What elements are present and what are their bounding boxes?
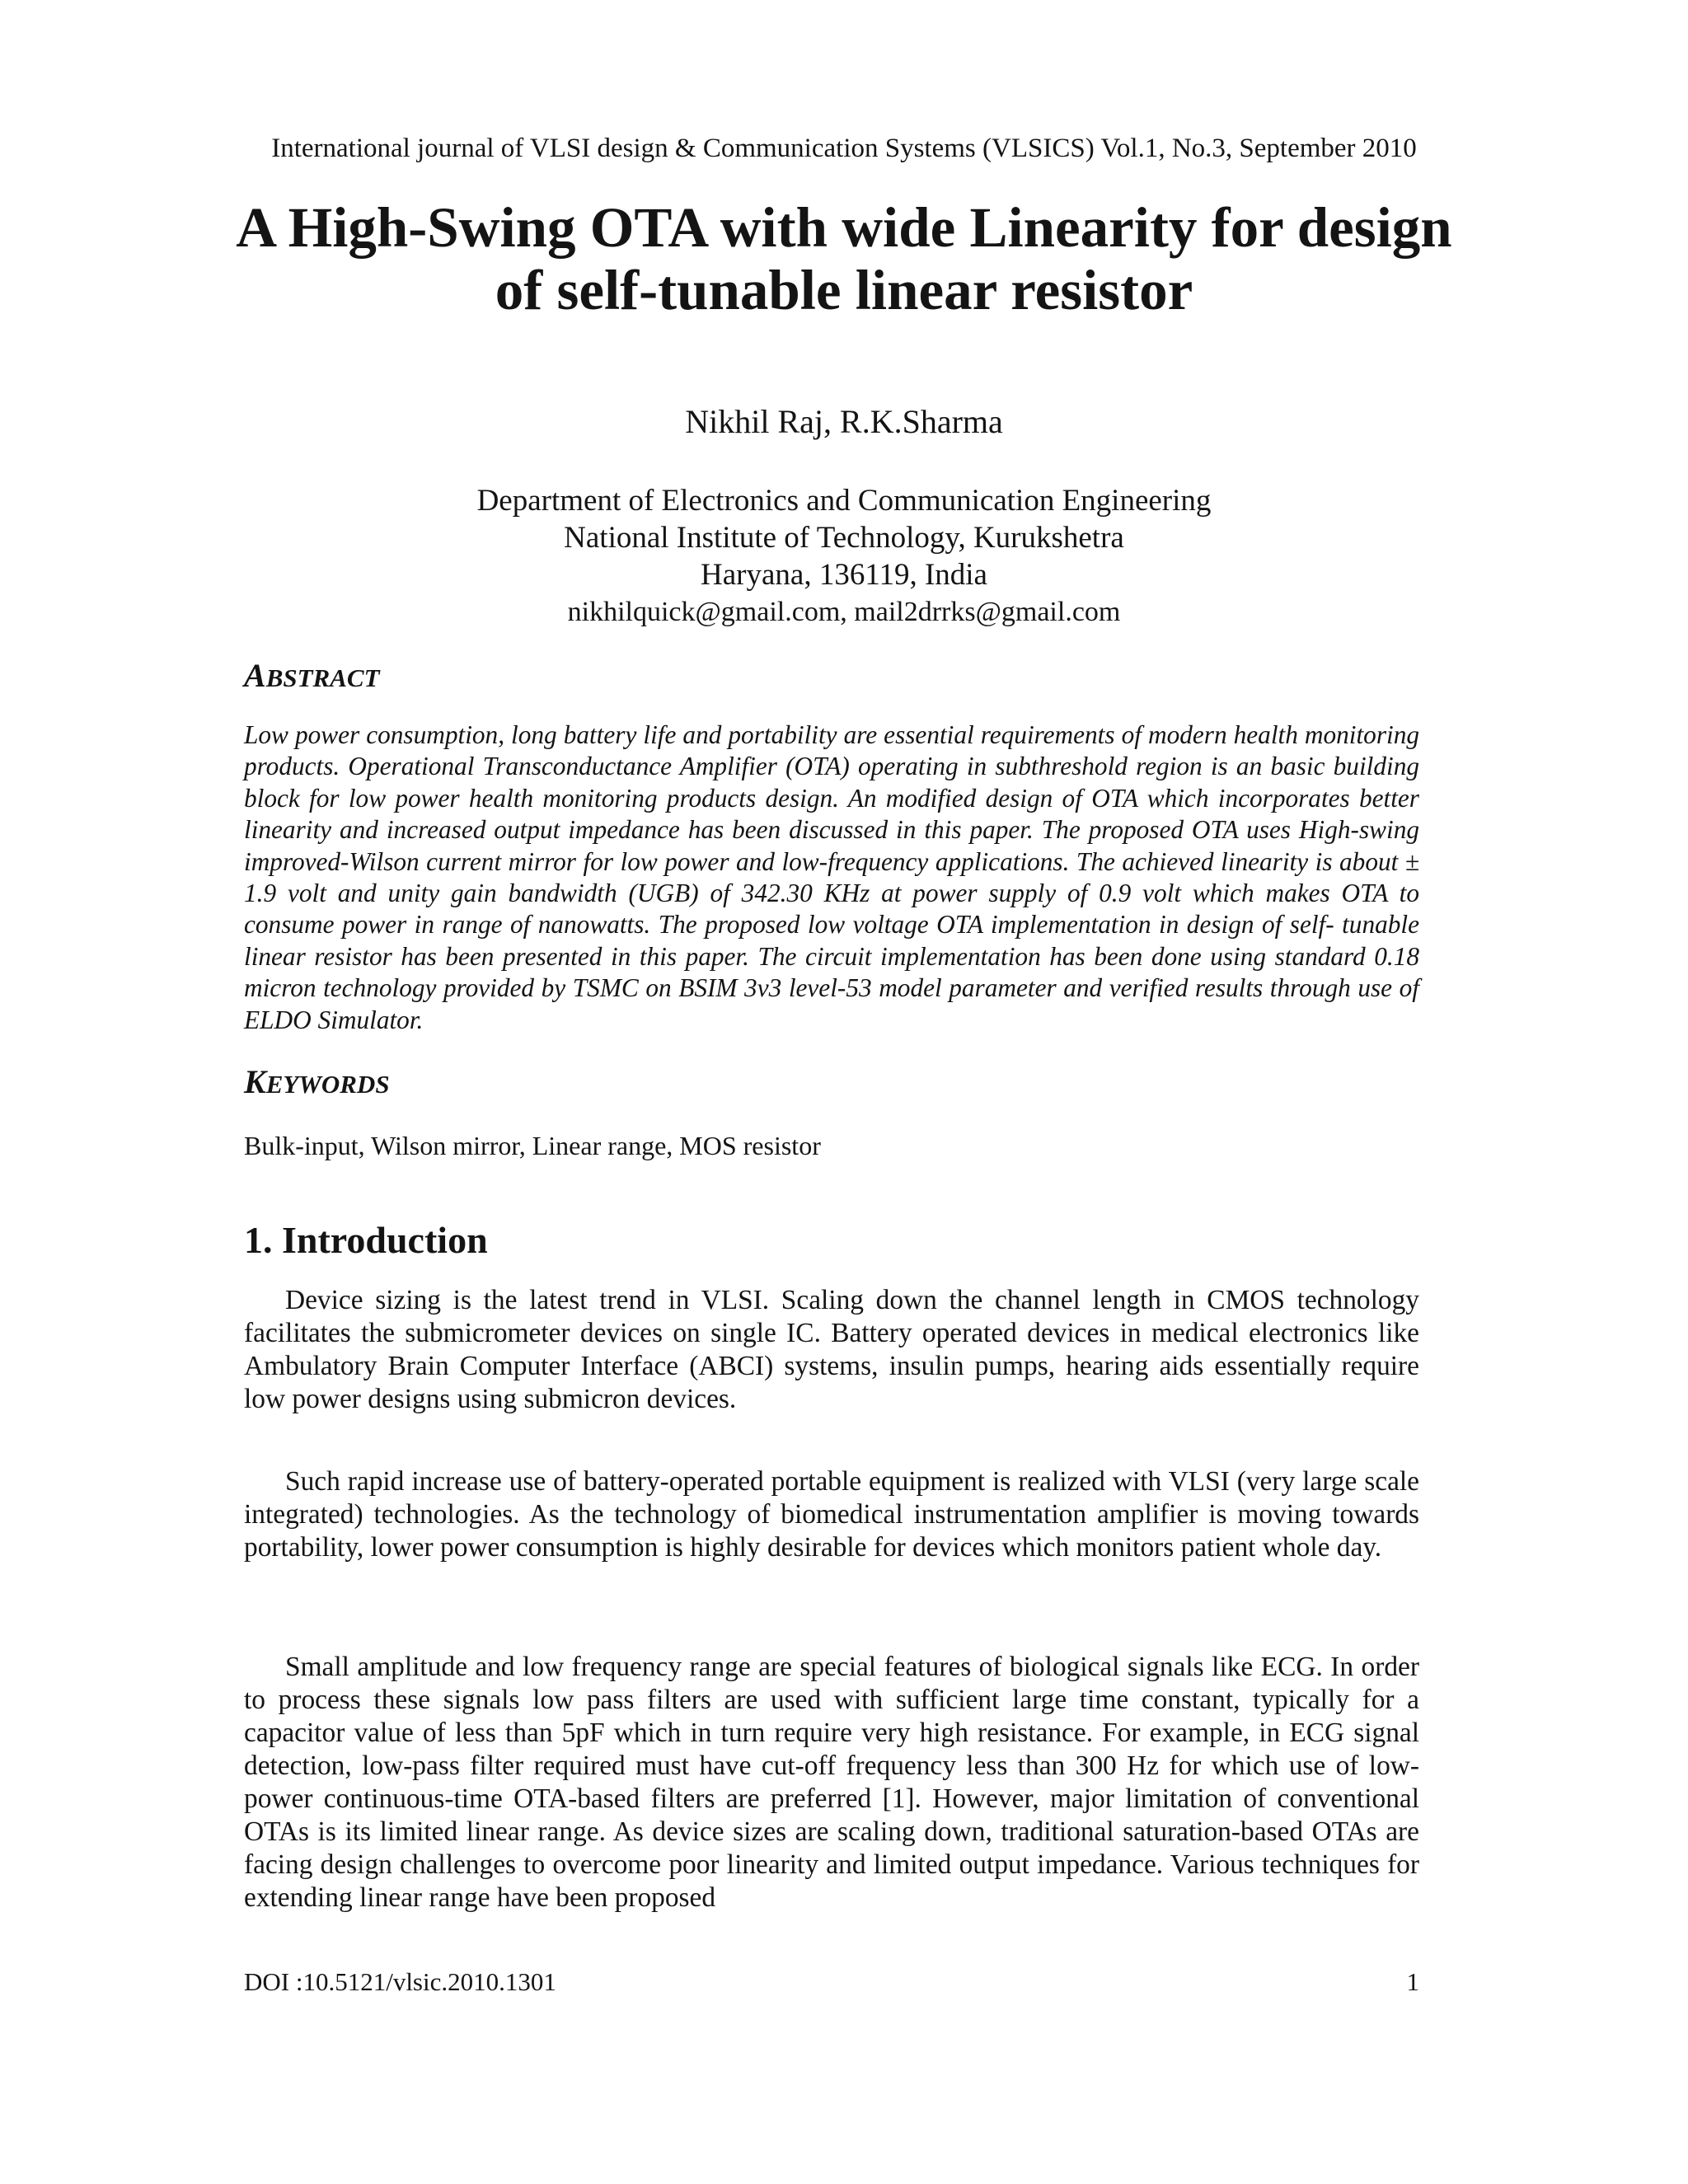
page-number: 1 [1406,1967,1419,1996]
abstract-heading [244,659,380,695]
intro-paragraph-1: Device sizing is the latest trend in VLSI. Scaling down the channel length in CMOS technology facilitates the submicrometer devices on single IC. Battery operated devices in medical electronics like Ambulatory Brain Computer Interface (ABCI) systems, insulin pumps, hearing aids essentially require low power designs using submicron devices. [244,1285,1419,1414]
abstract-text: Low power consumption, long battery life and portability are essential requirements of modern health monitoring products. Operational Transconductance Amplifier (OTA) operating in subthreshold region is an basic building block for low power health monitoring products design. An modified design of OTA which incorporates better linearity and increased output impedance has been discussed in this paper. The proposed OTA uses High-swing improved-Wilson current mirror for low power and low-frequency applications. The achieved linearity is about ± 1.9 volt and unity gain bandwidth (UGB) of 342.30 KHz at power supply of 0.9 volt which makes OTA to consume power in range of nanowatts. The proposed low voltage OTA implementation in design of self- tunable linear resistor has been presented in this paper. The circuit implementation has been done using standard 0.18 micron technology provided by TSMC on BSIM 3v3 level-53 model parameter and verified results through use of ELDO Simulator. [244,720,1419,1034]
title-line-1: A High-Swing OTA with wide Linearity for design [236,196,1452,259]
keywords-heading-rest: EYWORDS [265,1070,390,1099]
abstract-heading-initial: A [244,657,266,694]
affiliation-block [0,482,1688,630]
keywords-heading-initial: K [244,1063,266,1100]
author-emails: nikhilquick@gmail.com, mail2drrks@gmail.com [567,597,1121,627]
location: Haryana, 136119, India [701,558,987,592]
intro-paragraph-2: Such rapid increase use of battery-operated portable equipment is realized with VLSI (very large scale integrated) technologies. As the technology of biomedical instrumentation amplifier is moving towards portability, lower power consumption is highly desirable for devices which monitors patient whole day. [244,1466,1419,1563]
paper-title [165,196,1523,321]
running-header: International journal of VLSI design & Communication Systems (VLSICS) Vol.1, No.3, September 2010 [271,134,1417,163]
intro-paragraph-3: Small amplitude and low frequency range are special features of biological signals like ECG. In order to process these signals low pass filters are used with sufficient large time constant, typically for a capacitor value of less than 5pF which in turn require very high resistance. For example, in ECG signal detection, low-pass filter required must have cut-off frequency less than 300 Hz for which use of low-power continuous-time OTA-based filters are preferred [1]. However, major limitation of conventional OTAs is its limited linear range. As device sizes are scaling down, traditional saturation-based OTAs are facing design challenges to overcome poor linearity and limited output impedance. Various techniques for extending linear range have been proposed [244,1652,1419,1913]
department: Department of Electronics and Communication Engineering [476,484,1212,518]
introduction-heading: 1. Introduction [244,1219,488,1261]
authors: Nikhil Raj, R.K.Sharma [685,403,1003,440]
institute: National Institute of Technology, Kurukshetra [564,521,1124,555]
title-line-2: of self-tunable linear resistor [495,259,1193,321]
keywords-text: Bulk-input, Wilson mirror, Linear range, MOS resistor [244,1131,821,1160]
keywords-heading [244,1063,390,1101]
abstract-heading-rest: BSTRACT [265,663,380,692]
footer-doi: DOI :10.5121/vlsic.2010.1301 [244,1967,556,1996]
